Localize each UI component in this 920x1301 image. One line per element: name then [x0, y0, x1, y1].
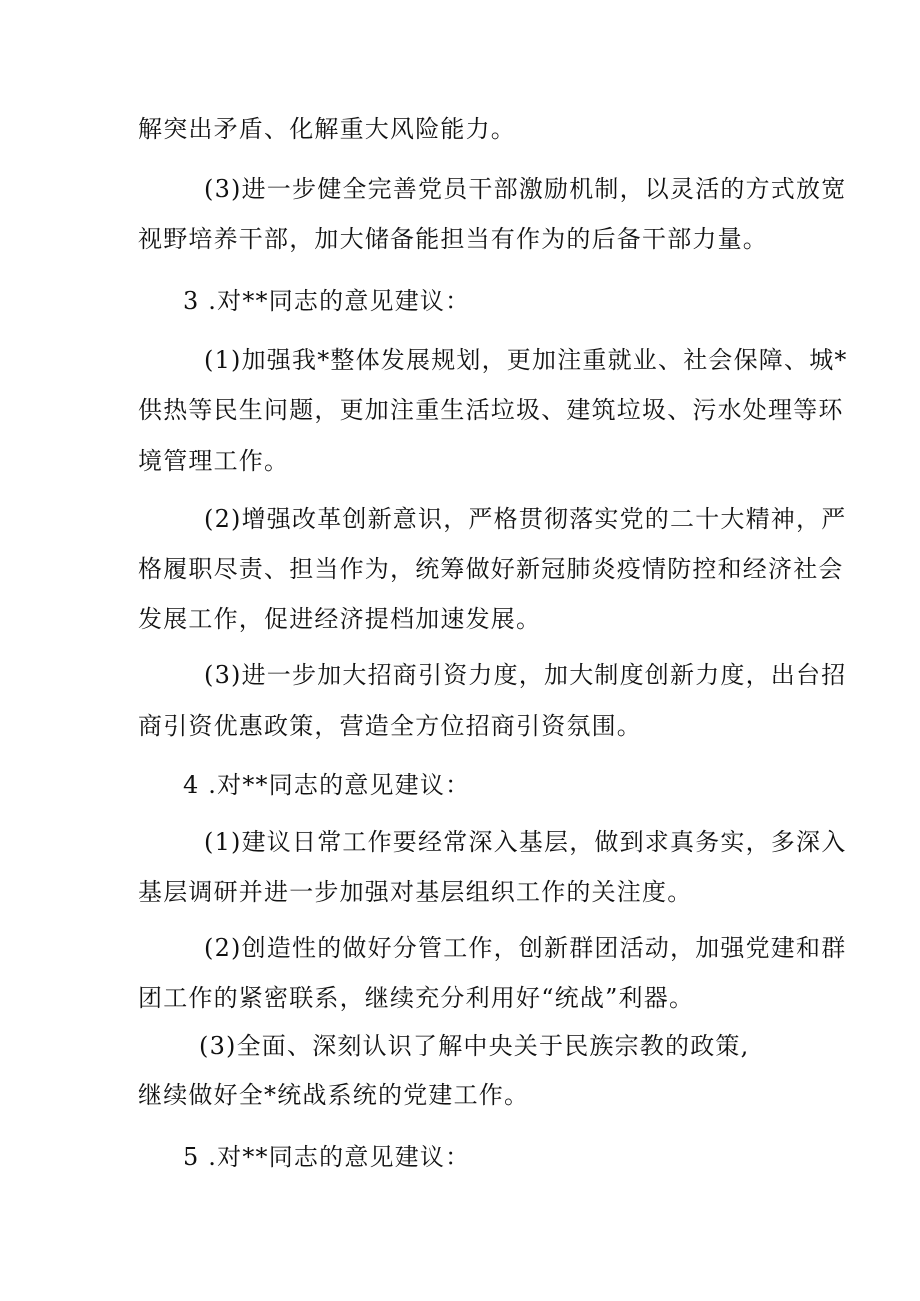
text-line: 团工作的紧密联系，继续充分利用好“统战”利器。	[138, 984, 695, 1012]
text-line: 继续做好全*统战系统的党建工作。	[138, 1081, 530, 1109]
text-line: 境管理工作。	[138, 447, 290, 475]
section-heading: 4 .对**同志的意见建议：	[183, 771, 471, 799]
text-line: (3)全面、深刻认识了解中央关于民族宗教的政策,	[199, 1032, 750, 1060]
text-line: 基层调研并进一步加强对基层组织工作的关注度。	[138, 878, 693, 906]
text-line: 格履职尽责、担当作为，统筹做好新冠肺炎疫情防控和经济社会	[138, 555, 844, 583]
text-line: (1)加强我*整体发展规划，更加注重就业、社会保障、城*	[204, 346, 848, 374]
text-line: 视野培养干部，加大储备能担当有作为的后备干部力量。	[138, 225, 768, 253]
section-heading: 3 .对**同志的意见建议：	[183, 287, 471, 315]
text-line: (2)创造性的做好分管工作，创新群团活动，加强党建和群	[204, 934, 847, 962]
text-line: 解突出矛盾、化解重大风险能力。	[138, 115, 516, 143]
text-line: (3)进一步加大招商引资力度，加大制度创新力度，出台招	[204, 661, 847, 689]
text-line: (1)建议日常工作要经常深入基层，做到求真务实，多深入	[204, 828, 847, 856]
text-line: 供热等民生问题，更加注重生活垃圾、建筑垃圾、污水处理等环	[138, 396, 844, 424]
text-line: (2)增强改革创新意识，严格贯彻落实党的二十大精神，严	[204, 505, 847, 533]
text-line: 发展工作，促进经济提档加速发展。	[138, 605, 542, 633]
text-line: 商引资优惠政策，营造全方位招商引资氛围。	[138, 712, 642, 740]
text-line: (3)进一步健全完善党员干部激励机制，以灵活的方式放宽	[204, 175, 847, 203]
section-heading: 5 .对**同志的意见建议：	[183, 1143, 471, 1171]
